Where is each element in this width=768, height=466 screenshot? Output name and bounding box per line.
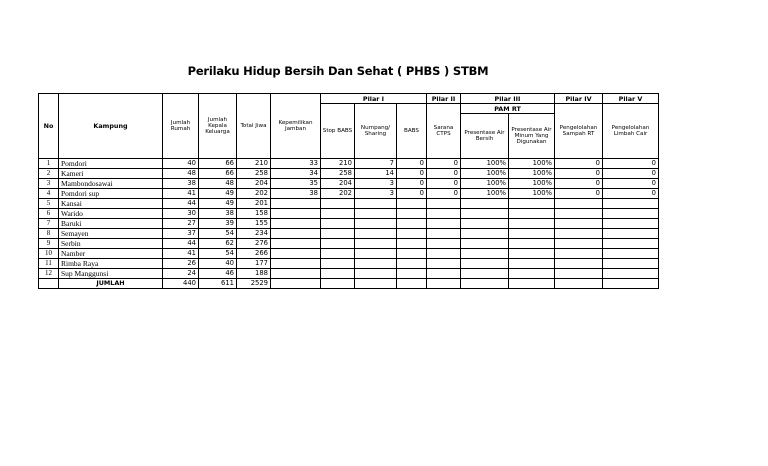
cell-kk: 40 bbox=[199, 259, 237, 269]
cell-jamban bbox=[271, 249, 321, 259]
cell-limbah: 0 bbox=[603, 189, 659, 199]
table-row bbox=[39, 189, 659, 199]
cell-jamban: 35 bbox=[271, 179, 321, 189]
header-total-jiwa: Total Jiwa bbox=[237, 94, 271, 159]
table-row bbox=[39, 159, 659, 169]
table-row bbox=[39, 169, 659, 179]
cell-jiwa: 188 bbox=[237, 269, 271, 279]
table-row bbox=[39, 199, 659, 209]
cell-ctps: 0 bbox=[427, 159, 461, 169]
total-empty-cell bbox=[271, 279, 321, 289]
cell-jamban: 38 bbox=[271, 189, 321, 199]
cell-jiwa: 258 bbox=[237, 169, 271, 179]
header-pilar-4: Pilar IV bbox=[555, 94, 603, 104]
cell-limbah bbox=[603, 239, 659, 249]
cell-sampah bbox=[555, 219, 603, 229]
cell-numpang: 7 bbox=[355, 159, 397, 169]
cell-sampah: 0 bbox=[555, 179, 603, 189]
total-blank bbox=[39, 279, 59, 289]
cell-no: 8 bbox=[39, 229, 59, 239]
cell-air-bersih bbox=[461, 239, 509, 249]
cell-jamban bbox=[271, 269, 321, 279]
header-kampung: Kampung bbox=[59, 94, 163, 159]
cell-stop bbox=[321, 229, 355, 239]
cell-sampah bbox=[555, 239, 603, 249]
header-pilar-2: Pilar II bbox=[427, 94, 461, 104]
cell-numpang: 14 bbox=[355, 169, 397, 179]
cell-limbah bbox=[603, 229, 659, 239]
cell-no: 3 bbox=[39, 179, 59, 189]
cell-babs: 0 bbox=[397, 169, 427, 179]
cell-babs: 0 bbox=[397, 189, 427, 199]
cell-kk: 46 bbox=[199, 269, 237, 279]
cell-stop bbox=[321, 199, 355, 209]
cell-jamban bbox=[271, 199, 321, 209]
cell-ctps bbox=[427, 229, 461, 239]
cell-babs bbox=[397, 229, 427, 239]
cell-sampah: 0 bbox=[555, 189, 603, 199]
total-row bbox=[39, 279, 659, 289]
cell-air-bersih bbox=[461, 229, 509, 239]
cell-air-minum bbox=[509, 209, 555, 219]
cell-stop bbox=[321, 209, 355, 219]
cell-kampung: Baruki bbox=[59, 219, 163, 229]
cell-air-bersih: 100% bbox=[461, 189, 509, 199]
cell-ctps: 0 bbox=[427, 189, 461, 199]
cell-jiwa: 204 bbox=[237, 179, 271, 189]
cell-jamban bbox=[271, 209, 321, 219]
cell-stop bbox=[321, 259, 355, 269]
cell-limbah: 0 bbox=[603, 179, 659, 189]
cell-ctps bbox=[427, 199, 461, 209]
cell-jamban bbox=[271, 259, 321, 269]
cell-sampah bbox=[555, 229, 603, 239]
cell-stop: 210 bbox=[321, 159, 355, 169]
cell-jiwa: 177 bbox=[237, 259, 271, 269]
cell-jamban bbox=[271, 239, 321, 249]
cell-numpang bbox=[355, 269, 397, 279]
cell-babs: 0 bbox=[397, 159, 427, 169]
total-empty-cell bbox=[555, 279, 603, 289]
table-row bbox=[39, 249, 659, 259]
cell-air-minum: 100% bbox=[509, 169, 555, 179]
cell-babs bbox=[397, 199, 427, 209]
total-empty-cell bbox=[321, 279, 355, 289]
table-row bbox=[39, 229, 659, 239]
header-jumlah-rumah: Jumlah Rumah bbox=[163, 94, 199, 159]
cell-no: 7 bbox=[39, 219, 59, 229]
header-sarana-ctps: Sarana CTPS bbox=[427, 104, 461, 159]
cell-kampung: Semayen bbox=[59, 229, 163, 239]
cell-numpang bbox=[355, 219, 397, 229]
total-kk: 611 bbox=[199, 279, 237, 289]
cell-kk: 66 bbox=[199, 169, 237, 179]
cell-no: 10 bbox=[39, 249, 59, 259]
table-row bbox=[39, 269, 659, 279]
header-sampah: Pengelolahan Sampah RT bbox=[555, 104, 603, 159]
cell-air-minum: 100% bbox=[509, 159, 555, 169]
table-row bbox=[39, 219, 659, 229]
cell-sampah bbox=[555, 199, 603, 209]
cell-rumah: 24 bbox=[163, 269, 199, 279]
cell-stop bbox=[321, 249, 355, 259]
header-kepemilikan-jamban: Kepemilikan Jamban bbox=[271, 94, 321, 159]
cell-ctps bbox=[427, 239, 461, 249]
cell-kampung: Pomdori sup bbox=[59, 189, 163, 199]
cell-sampah bbox=[555, 249, 603, 259]
cell-babs bbox=[397, 239, 427, 249]
cell-jamban: 34 bbox=[271, 169, 321, 179]
cell-no: 6 bbox=[39, 209, 59, 219]
cell-no: 12 bbox=[39, 269, 59, 279]
cell-sampah: 0 bbox=[555, 159, 603, 169]
cell-limbah: 0 bbox=[603, 169, 659, 179]
total-empty-cell bbox=[603, 279, 659, 289]
table-row bbox=[39, 259, 659, 269]
cell-jiwa: 266 bbox=[237, 249, 271, 259]
cell-air-minum bbox=[509, 249, 555, 259]
total-label: JUMLAH bbox=[59, 279, 163, 289]
cell-babs: 0 bbox=[397, 179, 427, 189]
cell-kampung: Kansai bbox=[59, 199, 163, 209]
cell-rumah: 44 bbox=[163, 239, 199, 249]
cell-kk: 49 bbox=[199, 189, 237, 199]
cell-stop: 204 bbox=[321, 179, 355, 189]
cell-jiwa: 201 bbox=[237, 199, 271, 209]
cell-no: 4 bbox=[39, 189, 59, 199]
cell-ctps bbox=[427, 219, 461, 229]
cell-limbah bbox=[603, 209, 659, 219]
header-babs: BABS bbox=[397, 104, 427, 159]
cell-limbah: 0 bbox=[603, 159, 659, 169]
cell-kampung: Warido bbox=[59, 209, 163, 219]
total-rumah: 440 bbox=[163, 279, 199, 289]
table-row bbox=[39, 209, 659, 219]
cell-sampah bbox=[555, 269, 603, 279]
cell-limbah bbox=[603, 269, 659, 279]
cell-numpang: 3 bbox=[355, 189, 397, 199]
cell-jiwa: 276 bbox=[237, 239, 271, 249]
cell-numpang bbox=[355, 199, 397, 209]
cell-jiwa: 158 bbox=[237, 209, 271, 219]
cell-air-bersih: 100% bbox=[461, 179, 509, 189]
cell-limbah bbox=[603, 249, 659, 259]
cell-air-bersih bbox=[461, 199, 509, 209]
cell-rumah: 40 bbox=[163, 159, 199, 169]
cell-jiwa: 210 bbox=[237, 159, 271, 169]
cell-air-minum bbox=[509, 199, 555, 209]
cell-numpang bbox=[355, 229, 397, 239]
cell-numpang bbox=[355, 239, 397, 249]
cell-air-bersih bbox=[461, 249, 509, 259]
header-air-minum: Presentase Air Minum Yang Digunakan bbox=[509, 114, 555, 159]
cell-stop bbox=[321, 269, 355, 279]
cell-air-minum bbox=[509, 259, 555, 269]
cell-air-minum bbox=[509, 229, 555, 239]
cell-sampah bbox=[555, 259, 603, 269]
cell-numpang bbox=[355, 249, 397, 259]
cell-kampung: Rimba Raya bbox=[59, 259, 163, 269]
cell-kk: 49 bbox=[199, 199, 237, 209]
cell-rumah: 41 bbox=[163, 189, 199, 199]
total-empty-cell bbox=[397, 279, 427, 289]
cell-kk: 38 bbox=[199, 209, 237, 219]
cell-stop: 258 bbox=[321, 169, 355, 179]
header-pilar-3: Pilar III bbox=[461, 94, 555, 104]
header-pam-rt: PAM RT bbox=[461, 104, 555, 114]
cell-babs bbox=[397, 259, 427, 269]
cell-limbah bbox=[603, 199, 659, 209]
page-title: Perilaku Hidup Bersih Dan Sehat ( PHBS ) STBM bbox=[187, 64, 489, 78]
total-empty-cell bbox=[509, 279, 555, 289]
cell-stop: 202 bbox=[321, 189, 355, 199]
cell-air-minum bbox=[509, 239, 555, 249]
header-stop-babs: Stop BABS bbox=[321, 104, 355, 159]
cell-no: 1 bbox=[39, 159, 59, 169]
cell-air-bersih bbox=[461, 209, 509, 219]
cell-ctps bbox=[427, 249, 461, 259]
cell-numpang: 3 bbox=[355, 179, 397, 189]
total-empty-cell bbox=[355, 279, 397, 289]
cell-kampung: Mambondosawai bbox=[59, 179, 163, 189]
cell-air-bersih bbox=[461, 219, 509, 229]
cell-rumah: 44 bbox=[163, 199, 199, 209]
header-jumlah-kk: Jumlah Kepala Keluarga bbox=[199, 94, 237, 159]
header-pilar-5: Pilar V bbox=[603, 94, 659, 104]
cell-air-bersih: 100% bbox=[461, 159, 509, 169]
cell-kk: 39 bbox=[199, 219, 237, 229]
cell-kk: 54 bbox=[199, 249, 237, 259]
cell-rumah: 38 bbox=[163, 179, 199, 189]
cell-kk: 48 bbox=[199, 179, 237, 189]
cell-kk: 62 bbox=[199, 239, 237, 249]
cell-kampung: Pomdori bbox=[59, 159, 163, 169]
header-pilar-1: Pilar I bbox=[321, 94, 427, 104]
cell-no: 2 bbox=[39, 169, 59, 179]
cell-kampung: Kameri bbox=[59, 169, 163, 179]
cell-kk: 54 bbox=[199, 229, 237, 239]
cell-ctps: 0 bbox=[427, 179, 461, 189]
total-empty-cell bbox=[461, 279, 509, 289]
total-empty-cell bbox=[427, 279, 461, 289]
cell-air-bersih: 100% bbox=[461, 169, 509, 179]
cell-air-bersih bbox=[461, 259, 509, 269]
cell-limbah bbox=[603, 219, 659, 229]
cell-kampung: Serbin bbox=[59, 239, 163, 249]
phbs-table bbox=[38, 93, 659, 289]
header-no: No bbox=[39, 94, 59, 159]
header-air-bersih: Presentase Air Bersih bbox=[461, 114, 509, 159]
cell-air-minum bbox=[509, 269, 555, 279]
header-numpang: Numpang/ Sharing bbox=[355, 104, 397, 159]
cell-stop bbox=[321, 239, 355, 249]
cell-air-minum: 100% bbox=[509, 179, 555, 189]
cell-jamban bbox=[271, 219, 321, 229]
cell-babs bbox=[397, 219, 427, 229]
cell-rumah: 41 bbox=[163, 249, 199, 259]
cell-jiwa: 155 bbox=[237, 219, 271, 229]
cell-rumah: 37 bbox=[163, 229, 199, 239]
cell-air-bersih bbox=[461, 269, 509, 279]
cell-kampung: Namber bbox=[59, 249, 163, 259]
cell-babs bbox=[397, 209, 427, 219]
cell-babs bbox=[397, 269, 427, 279]
cell-kampung: Sup Manggunsi bbox=[59, 269, 163, 279]
cell-sampah: 0 bbox=[555, 169, 603, 179]
cell-sampah bbox=[555, 209, 603, 219]
cell-babs bbox=[397, 249, 427, 259]
cell-rumah: 27 bbox=[163, 219, 199, 229]
cell-rumah: 26 bbox=[163, 259, 199, 269]
cell-limbah bbox=[603, 259, 659, 269]
cell-numpang bbox=[355, 209, 397, 219]
total-jiwa: 2529 bbox=[237, 279, 271, 289]
cell-ctps bbox=[427, 209, 461, 219]
header-limbah: Pengelolahan Limbah Cair bbox=[603, 104, 659, 159]
cell-ctps bbox=[427, 259, 461, 269]
table-row bbox=[39, 179, 659, 189]
cell-numpang bbox=[355, 259, 397, 269]
cell-ctps: 0 bbox=[427, 169, 461, 179]
cell-no: 11 bbox=[39, 259, 59, 269]
cell-jiwa: 202 bbox=[237, 189, 271, 199]
cell-jiwa: 234 bbox=[237, 229, 271, 239]
cell-no: 9 bbox=[39, 239, 59, 249]
cell-ctps bbox=[427, 269, 461, 279]
cell-jamban: 33 bbox=[271, 159, 321, 169]
cell-no: 5 bbox=[39, 199, 59, 209]
cell-rumah: 30 bbox=[163, 209, 199, 219]
cell-stop bbox=[321, 219, 355, 229]
cell-kk: 66 bbox=[199, 159, 237, 169]
table-row bbox=[39, 239, 659, 249]
cell-rumah: 48 bbox=[163, 169, 199, 179]
cell-jamban bbox=[271, 229, 321, 239]
cell-air-minum: 100% bbox=[509, 189, 555, 199]
cell-air-minum bbox=[509, 219, 555, 229]
